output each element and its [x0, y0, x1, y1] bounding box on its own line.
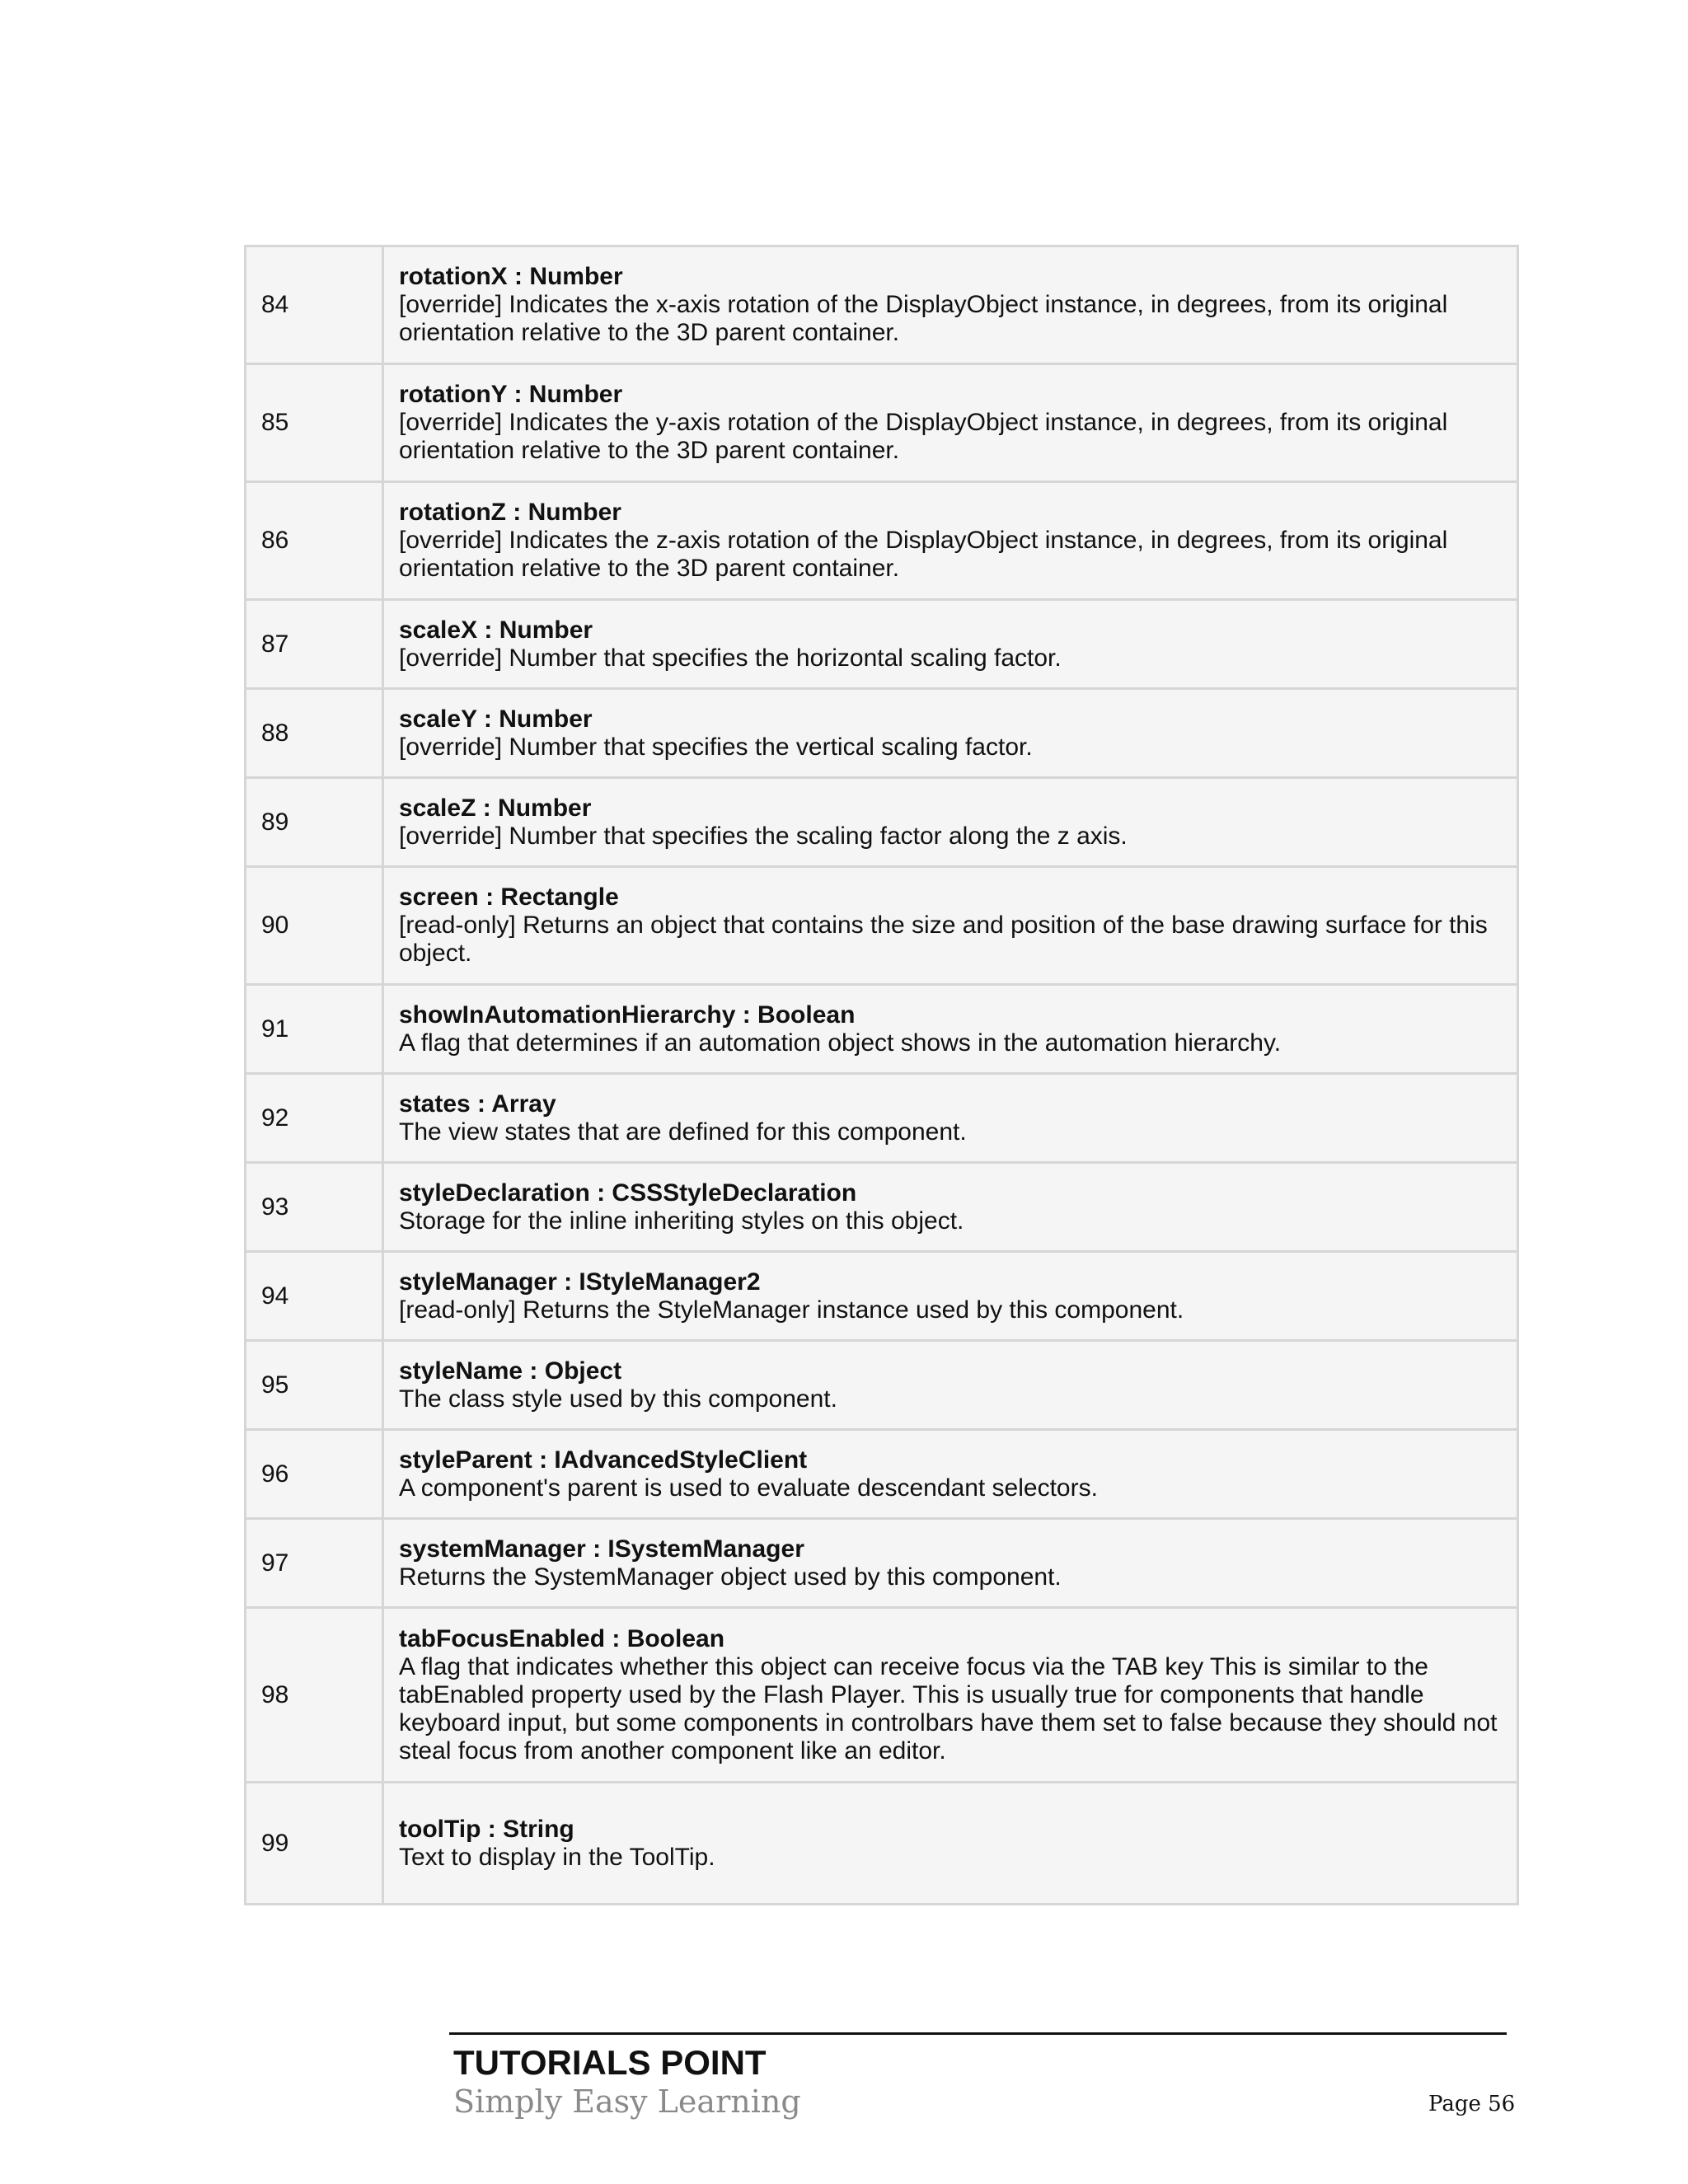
property-cell — [383, 1163, 1518, 1252]
row-number: 84 — [246, 246, 383, 364]
brand-tagline: Simply Easy Learning — [453, 2083, 801, 2120]
property-name: tabFocusEnabled : Boolean — [399, 1624, 725, 1652]
property-name: scaleY : Number — [399, 705, 593, 733]
table-row — [246, 985, 1518, 1074]
property-description: The view states that are defined for this component. — [399, 1118, 967, 1146]
property-description: [override] Indicates the z-axis rotation of the DisplayObject instance, in degrees, from its original orientation relative to the 3D parent container. — [399, 527, 1448, 582]
table-row — [246, 1252, 1518, 1341]
row-number: 95 — [246, 1341, 383, 1430]
row-number: 94 — [246, 1252, 383, 1341]
property-description: A flag that determines if an automation object shows in the automation hierarchy. — [399, 1029, 1282, 1057]
table-row — [246, 778, 1518, 867]
row-number: 93 — [246, 1163, 383, 1252]
row-number: 90 — [246, 867, 383, 985]
property-description: [override] Indicates the y-axis rotation of the DisplayObject instance, in degrees, from its original orientation relative to the 3D parent container. — [399, 409, 1448, 464]
row-number: 85 — [246, 364, 383, 482]
row-number: 86 — [246, 482, 383, 600]
row-number: 91 — [246, 985, 383, 1074]
footer-divider — [449, 2032, 1507, 2035]
property-name: styleName : Object — [399, 1357, 622, 1385]
property-description: A component's parent is used to evaluate descendant selectors. — [399, 1474, 1098, 1502]
property-description: A flag that indicates whether this object can receive focus via the TAB key This is similar to the tabEnabled property used by the Flash Player. This is usually true for components that handle keyboard input, but some components in controlbars have them set to false because they should not steal focus from another component like an editor. — [399, 1652, 1498, 1765]
property-description: Storage for the inline inheriting styles on this object. — [399, 1207, 964, 1235]
row-number: 92 — [246, 1074, 383, 1163]
property-cell — [383, 778, 1518, 867]
table-row — [246, 1430, 1518, 1519]
table-row — [246, 689, 1518, 778]
brand-title: TUTORIALS POINT — [453, 2043, 767, 2082]
property-cell — [383, 1252, 1518, 1341]
property-description: [override] Number that specifies the vertical scaling factor. — [399, 733, 1033, 761]
property-name: scaleX : Number — [399, 616, 593, 644]
row-number: 89 — [246, 778, 383, 867]
properties-table-body — [246, 246, 1518, 1905]
property-cell — [383, 1608, 1518, 1783]
property-description: [read-only] Returns the StyleManager instance used by this component. — [399, 1296, 1184, 1324]
row-number: 99 — [246, 1783, 383, 1905]
property-cell — [383, 1519, 1518, 1608]
property-name: styleManager : IStyleManager2 — [399, 1268, 761, 1296]
property-description: The class style used by this component. — [399, 1385, 837, 1413]
page-number: Page 56 — [1428, 2092, 1516, 2116]
property-name: showInAutomationHierarchy : Boolean — [399, 1001, 856, 1029]
property-name: styleDeclaration : CSSStyleDeclaration — [399, 1179, 857, 1207]
property-cell — [383, 246, 1518, 364]
property-name: screen : Rectangle — [399, 883, 619, 911]
property-cell — [383, 689, 1518, 778]
property-cell — [383, 1430, 1518, 1519]
property-description: [override] Indicates the x-axis rotation of the DisplayObject instance, in degrees, from its original orientation relative to the 3D parent container. — [399, 291, 1448, 346]
property-name: rotationY : Number — [399, 381, 623, 408]
property-description: [override] Number that specifies the horizontal scaling factor. — [399, 644, 1062, 672]
property-cell — [383, 364, 1518, 482]
row-number: 97 — [246, 1519, 383, 1608]
table-row — [246, 364, 1518, 482]
table-row — [246, 1074, 1518, 1163]
row-number: 87 — [246, 600, 383, 689]
property-description: [read-only] Returns an object that contains the size and position of the base drawing surface for this object. — [399, 912, 1488, 967]
table-row — [246, 1783, 1518, 1905]
property-description: [override] Number that specifies the scaling factor along the z axis. — [399, 822, 1128, 850]
table-row — [246, 246, 1518, 364]
property-name: toolTip : String — [399, 1815, 574, 1843]
property-name: systemManager : ISystemManager — [399, 1535, 804, 1563]
property-cell — [383, 867, 1518, 985]
property-name: scaleZ : Number — [399, 794, 592, 822]
property-description: Returns the SystemManager object used by this component. — [399, 1563, 1062, 1591]
table-row — [246, 482, 1518, 600]
table-row — [246, 1519, 1518, 1608]
property-description: Text to display in the ToolTip. — [399, 1843, 715, 1871]
table-row — [246, 1163, 1518, 1252]
row-number: 96 — [246, 1430, 383, 1519]
row-number: 98 — [246, 1608, 383, 1783]
property-cell — [383, 482, 1518, 600]
property-name: rotationZ : Number — [399, 499, 621, 526]
property-cell — [383, 600, 1518, 689]
table-row — [246, 600, 1518, 689]
table-row — [246, 867, 1518, 985]
property-name: rotationX : Number — [399, 263, 623, 290]
properties-table — [244, 245, 1519, 1905]
property-name: styleParent : IAdvancedStyleClient — [399, 1446, 808, 1474]
property-cell — [383, 1783, 1518, 1905]
property-name: states : Array — [399, 1090, 556, 1118]
property-cell — [383, 1074, 1518, 1163]
table-row — [246, 1341, 1518, 1430]
row-number: 88 — [246, 689, 383, 778]
table-row — [246, 1608, 1518, 1783]
property-cell — [383, 985, 1518, 1074]
property-cell — [383, 1341, 1518, 1430]
